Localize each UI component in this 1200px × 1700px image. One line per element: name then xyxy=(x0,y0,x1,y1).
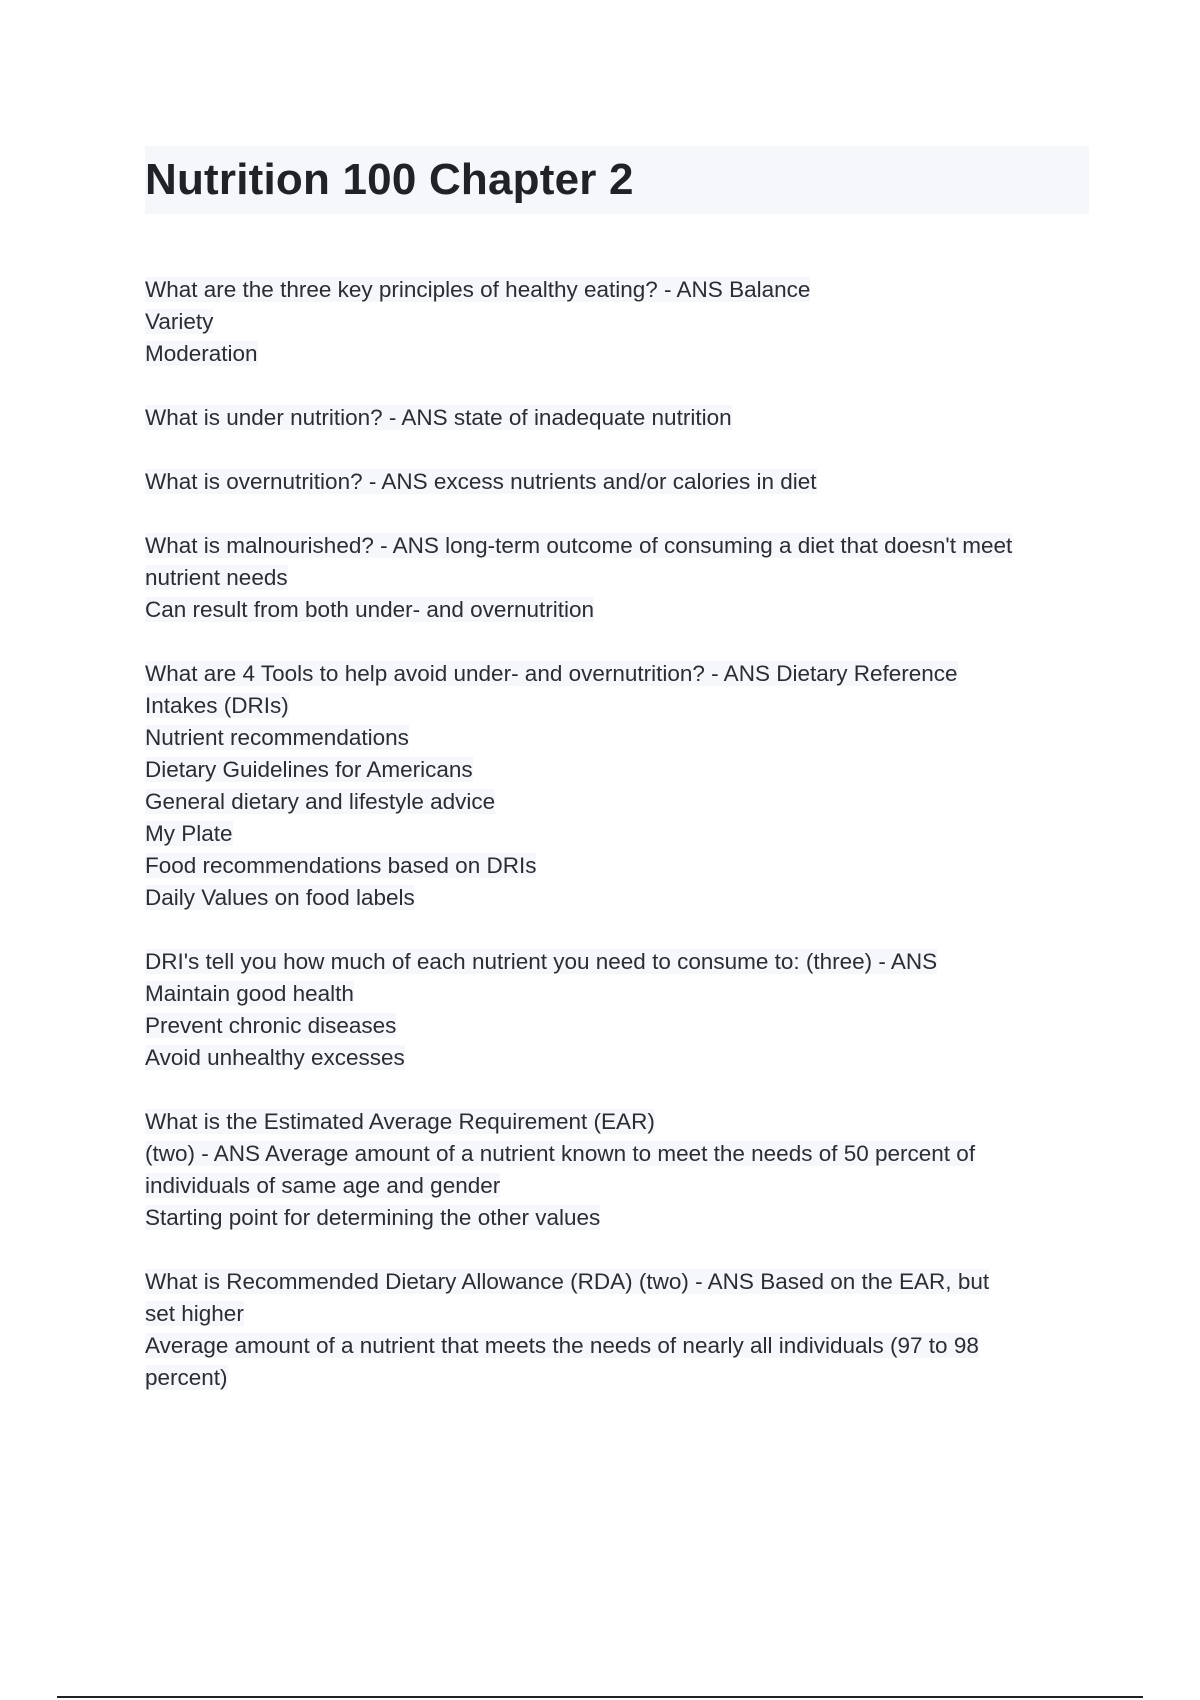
text-line: Dietary Guidelines for Americans xyxy=(145,757,473,782)
qa-entry xyxy=(145,1106,1085,1234)
text-line: Nutrient recommendations xyxy=(145,725,409,750)
text-line: What is the Estimated Average Requirement (EAR) xyxy=(145,1109,655,1134)
qa-entry xyxy=(145,1266,1085,1394)
text-line: Avoid unhealthy excesses xyxy=(145,1045,405,1070)
text-line: Average amount of a nutrient that meets the needs of nearly all individuals (97 to 98 xyxy=(145,1333,979,1358)
page-title-banner xyxy=(145,146,1089,214)
text-line: set higher xyxy=(145,1301,244,1326)
text-line: Prevent chronic diseases xyxy=(145,1013,397,1038)
qa-entry xyxy=(145,466,1085,498)
text-line: Moderation xyxy=(145,341,258,366)
text-line: (two) - ANS Average amount of a nutrient known to meet the needs of 50 percent of xyxy=(145,1141,976,1166)
text-line: What are 4 Tools to help avoid under- and overnutrition? - ANS Dietary Reference xyxy=(145,661,958,686)
text-line: What is Recommended Dietary Allowance (RDA) (two) - ANS Based on the EAR, but xyxy=(145,1269,990,1294)
qa-entry xyxy=(145,274,1085,370)
text-line: Maintain good health xyxy=(145,981,354,1006)
text-line: What is malnourished? - ANS long-term outcome of consuming a diet that doesn't meet xyxy=(145,533,1013,558)
text-line: Daily Values on food labels xyxy=(145,885,415,910)
qa-list xyxy=(145,274,1085,1426)
text-line: Food recommendations based on DRIs xyxy=(145,853,537,878)
footer-divider xyxy=(57,1696,1143,1698)
qa-entry xyxy=(145,658,1085,914)
qa-entry xyxy=(145,530,1085,626)
text-line: Starting point for determining the other values xyxy=(145,1205,601,1230)
text-line: General dietary and lifestyle advice xyxy=(145,789,496,814)
text-line: What is under nutrition? - ANS state of inadequate nutrition xyxy=(145,405,732,430)
text-line: DRI's tell you how much of each nutrient you need to consume to: (three) - ANS xyxy=(145,949,938,974)
qa-entry xyxy=(145,946,1085,1074)
text-line: nutrient needs xyxy=(145,565,288,590)
text-line: My Plate xyxy=(145,821,233,846)
text-line: What is overnutrition? - ANS excess nutrients and/or calories in diet xyxy=(145,469,817,494)
text-line: What are the three key principles of healthy eating? - ANS Balance xyxy=(145,277,811,302)
text-line: Can result from both under- and overnutrition xyxy=(145,597,594,622)
text-line: Intakes (DRIs) xyxy=(145,693,289,718)
text-line: Variety xyxy=(145,309,214,334)
qa-entry xyxy=(145,402,1085,434)
text-line: individuals of same age and gender xyxy=(145,1173,501,1198)
text-line: percent) xyxy=(145,1365,228,1390)
page-title: Nutrition 100 Chapter 2 xyxy=(145,155,634,204)
